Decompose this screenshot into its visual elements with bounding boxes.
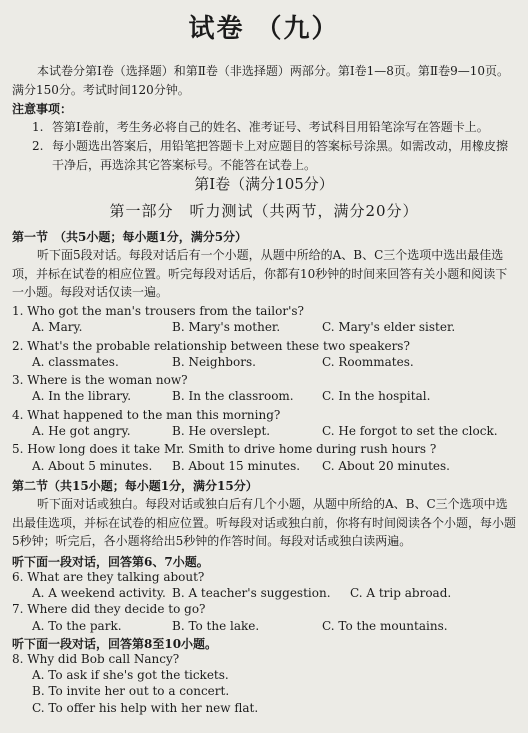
option-b: B. To the lake. [172,619,260,633]
option-a: A. classmates. [32,355,119,369]
note-text: 答第Ⅰ卷前，考生务必将自己的姓名、准考证号、考试科目用铅笔涂写在答题卡上。 [52,120,489,134]
option-a: A. Mary. [32,320,83,334]
question-8: 8. Why did Bob call Nancy? [12,652,180,666]
question-7: 7. Where did they decide to go? [12,602,206,616]
options-3 [0,389,528,407]
option-a: A. About 5 minutes. [32,459,153,473]
option-c: C. In the hospital. [322,389,431,403]
option-b: B. Neighbors. [172,355,256,369]
option-c: C. Mary's elder sister. [322,320,456,334]
note-item-2 [32,137,517,174]
options-1 [0,320,528,338]
question-2: 2. What's the probable relationship between these two speakers? [12,339,410,353]
section2-instructions: 听下面对话或独白。每段对话或独白后有几个小题，从题中所给的A、B、C三个选项中选出最佳选项，并标在试卷的相应位置。听每段对话或独白前，你将有时间阅读各个小题，每小题5秒钟；听完后，各小题将给出5秒钟的作答时间。每段对话或独白读两遍。 [12,497,517,548]
option-c: C. A trip abroad. [350,586,452,600]
option-a: A. To ask if she's got the tickets. [32,668,229,682]
note-number: 2. [32,139,44,153]
option-c: C. About 20 minutes. [322,459,450,473]
question-6: 6. What are they talking about? [12,570,205,584]
page-title: 试卷 （九） [188,14,340,44]
options-4 [0,424,528,442]
note-item-1 [32,118,517,137]
note-text: 每小题选出答案后，用铅笔把答题卡上对应题目的答案标号涂黑。如需改动，用橡皮擦干净后，再选涂其它答案标号。不能答在试卷上。 [52,139,509,172]
section2-heading: 第二节（共15小题；每小题1分，满分15分） [12,479,258,493]
section1-heading: 第一节 （共5小题；每小题1分，满分5分） [12,230,248,244]
option-b: B. To invite her out to a concert. [32,684,230,698]
option-a: A. To the park. [32,619,122,633]
option-b: B. A teacher's suggestion. [172,586,331,600]
note-number: 1. [32,120,44,134]
option-b: B. Mary's mother. [172,320,281,334]
option-b: B. About 15 minutes. [172,459,301,473]
question-3: 3. Where is the woman now? [12,373,188,387]
option-b: B. In the classroom. [172,389,294,403]
dialogue2-heading: 听下面一段对话，回答第8至10小题。 [12,637,218,651]
option-c: C. Roommates. [322,355,414,369]
option-a: A. A weekend activity. [32,586,166,600]
option-b: B. He overslept. [172,424,271,438]
volume-title: 第Ⅰ卷（满分105分） [194,175,334,193]
section1-instructions: 听下面5段对话。每段对话后有一个小题，从题中所给的A、B、C三个选项中选出最佳选项，并标在试卷的相应位置。听完每段对话后，你都有10秒钟的时间来回答有关小题和阅读下一小题。每段对话仅读一遍。 [12,248,508,299]
question-1: 1. Who got the man's trousers from the tailor's? [12,304,304,318]
options-2 [0,355,528,373]
option-c: C. To the mountains. [322,619,448,633]
intro-paragraph: 本试卷分第Ⅰ卷（选择题）和第Ⅱ卷（非选择题）两部分。第Ⅰ卷1—8页。第Ⅱ卷9—10页。满分150分。考试时间120分钟。 [12,64,509,97]
option-a: A. He got angry. [32,424,131,438]
question-4: 4. What happened to the man this morning? [12,408,281,422]
option-a: A. In the library. [32,389,132,403]
option-c: C. He forgot to set the clock. [322,424,498,438]
option-c: C. To offer his help with her new flat. [32,701,259,715]
notes-heading-label: 注意事项： [12,102,73,116]
part-title: 第一部分 听力测试（共两节，满分20分） [109,202,419,220]
notes-heading [12,100,517,119]
dialogue1-heading: 听下面一段对话，回答第6、7小题。 [12,555,209,569]
question-5: 5. How long does it take Mr. Smith to drive home during rush hours ? [12,442,437,456]
options-5 [0,459,528,477]
